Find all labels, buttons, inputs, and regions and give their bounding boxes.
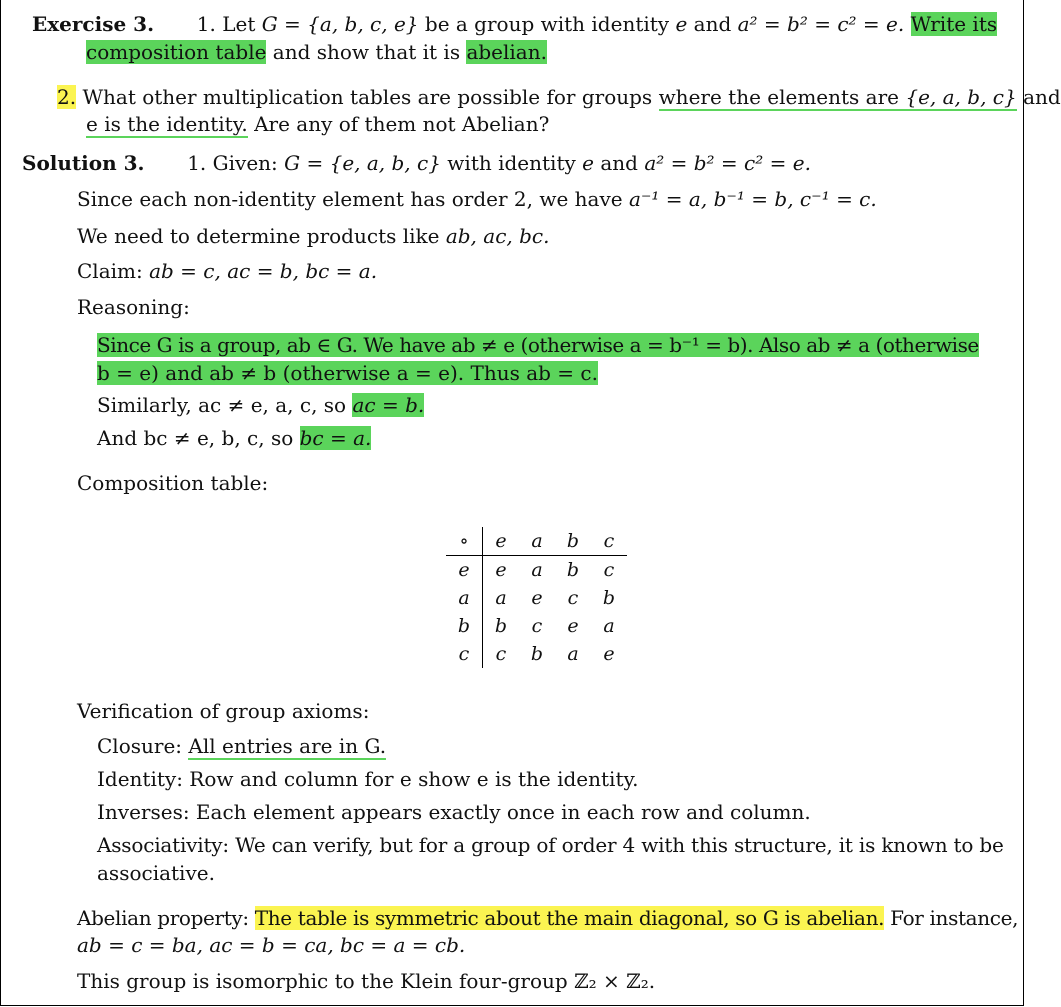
- given-math: G = {e, a, b, c}: [284, 151, 441, 175]
- given-math: e: [582, 151, 594, 175]
- highlight-reason-1: Since G is a group, ab ∈ G. We have ab ≠ e (otherwise a = b⁻¹ = b). Also ab ≠ a (otherwise: [97, 333, 979, 357]
- item1-text: be a group with identity: [418, 12, 676, 36]
- reason-text: And bc ≠ e, b, c, so: [97, 426, 300, 450]
- verification-label: Verification of group axioms:: [77, 699, 370, 723]
- item1-text: Let: [222, 12, 262, 36]
- composition-table: [446, 527, 627, 668]
- table-corner: ∘: [446, 527, 483, 556]
- table-col-header: c: [591, 527, 627, 556]
- highlight-write-its: Write its: [910, 12, 998, 36]
- item2-text: What other multiplication tables are possible for groups: [82, 85, 659, 109]
- highlight-reason-2: b = e) and ab ≠ b (otherwise a = e). Thus ab = c.: [97, 361, 598, 385]
- table-cell: c: [495, 643, 507, 665]
- exercise-item2-line-2: [86, 111, 549, 138]
- reason-text: Similarly, ac ≠ e, a, c, so: [97, 393, 353, 417]
- reason-line-1: [97, 332, 979, 359]
- table-cell: b: [494, 615, 508, 637]
- underline-closure: All entries are in G.: [188, 734, 387, 758]
- abelian-equations: ab = c = ba, ac = b = ca, bc = a = cb.: [77, 933, 466, 957]
- claim-math: ab = c, ac = b, bc = a.: [149, 259, 378, 283]
- item1-num: 1.: [196, 12, 216, 36]
- table-cell: e: [531, 587, 543, 609]
- given-text: Given:: [212, 151, 285, 175]
- underline-set: {e, a, b, c}: [899, 85, 1017, 109]
- klein-line: [77, 968, 655, 995]
- item2-text: and: [1016, 85, 1061, 109]
- table-cell: e: [567, 615, 579, 637]
- abelian-text: For instance,: [884, 906, 1019, 930]
- highlight-ac-b: ac = b.: [352, 393, 425, 417]
- highlight-abelian: abelian.: [466, 40, 547, 64]
- table-cell: c: [567, 587, 579, 609]
- table-cell: b: [530, 643, 544, 665]
- table-row-header: a: [446, 584, 483, 612]
- reason-similarly: [97, 392, 424, 419]
- item1-text: and show that it is: [266, 40, 467, 64]
- table-cell: e: [495, 559, 507, 581]
- abelian-label: Abelian property:: [77, 906, 255, 930]
- need-math: ab, ac, bc.: [445, 224, 550, 248]
- closure-line: [97, 733, 386, 760]
- table-row: [446, 612, 627, 640]
- underline-elements: where the elements are: [658, 85, 899, 109]
- need-text: We need to determine products like: [77, 224, 446, 248]
- table-cell: a: [567, 643, 579, 665]
- given-text: and: [594, 151, 645, 175]
- table-row: [446, 640, 627, 668]
- table-cell: b: [602, 587, 616, 609]
- composition-label: Composition table:: [77, 471, 269, 495]
- solution-heading: Solution 3.: [22, 151, 145, 175]
- item1-math: e: [675, 12, 688, 36]
- associativity-line-1: Associativity: We can verify, but for a group of order 4 with this structure, it is known to be: [97, 833, 1004, 857]
- associativity-line-2: associative.: [97, 861, 215, 885]
- exercise-line-2: [86, 39, 547, 66]
- table-cell: c: [603, 559, 615, 581]
- given-math: a² = b² = c² = e.: [644, 151, 811, 175]
- order-math: a⁻¹ = a, b⁻¹ = b, c⁻¹ = c.: [628, 187, 877, 211]
- order-text: Since each non-identity element has order 2, we have: [77, 187, 629, 211]
- table-cell: a: [531, 559, 543, 581]
- table-cell: c: [531, 615, 543, 637]
- item2-text: Are any of them not Abelian?: [247, 112, 550, 136]
- table-col-header: b: [555, 527, 591, 556]
- table-cell: a: [495, 587, 507, 609]
- table-col-header: a: [519, 527, 555, 556]
- table-cell: b: [566, 559, 580, 581]
- table-header-row: [446, 527, 627, 556]
- closure-label: Closure:: [97, 734, 189, 758]
- claim-line: [77, 258, 377, 285]
- item1-math: a² = b² = c² = e.: [737, 12, 905, 36]
- klein-text: This group is isomorphic to the Klein four-group: [77, 969, 575, 993]
- given-text: with identity: [440, 151, 583, 175]
- klein-math: ℤ₂ × ℤ₂.: [574, 969, 656, 993]
- item2-num: 2.: [57, 85, 77, 109]
- reason-and: [97, 425, 371, 452]
- claim-label: Claim:: [77, 259, 150, 283]
- identity-line: Identity: Row and column for e show e is the identity.: [97, 767, 639, 791]
- abelian-line-1: [77, 905, 1018, 932]
- solution-line-1: [22, 150, 811, 177]
- table-row-header: b: [446, 612, 483, 640]
- table-row: [446, 584, 627, 612]
- table-col-header: e: [483, 527, 520, 556]
- underline-identity: e is the identity.: [86, 112, 248, 136]
- table-row-header: c: [446, 640, 483, 668]
- highlight-composition-table: composition table: [86, 40, 267, 64]
- order-line: [77, 186, 877, 213]
- item1-math: G = {a, b, c, e}: [261, 12, 419, 36]
- table-row-header: e: [446, 556, 483, 585]
- reason-line-2: [97, 360, 598, 387]
- table-cell: e: [603, 643, 615, 665]
- exercise-item2-line-1: [57, 84, 1061, 111]
- highlight-abelian-property: The table is symmetric about the main diagonal, so G is abelian.: [254, 906, 885, 930]
- need-line: [77, 223, 549, 250]
- reasoning-label: Reasoning:: [77, 295, 190, 319]
- exercise-line-1: [32, 11, 997, 38]
- item1-text: and: [687, 12, 738, 36]
- highlight-bc-a: bc = a.: [299, 426, 372, 450]
- exercise-heading: Exercise 3.: [32, 12, 155, 36]
- table-row: [446, 556, 627, 585]
- table-cell: a: [603, 615, 615, 637]
- given-num: 1.: [187, 151, 207, 175]
- inverses-line: Inverses: Each element appears exactly once in each row and column.: [97, 800, 811, 824]
- abelian-line-2: [77, 932, 465, 959]
